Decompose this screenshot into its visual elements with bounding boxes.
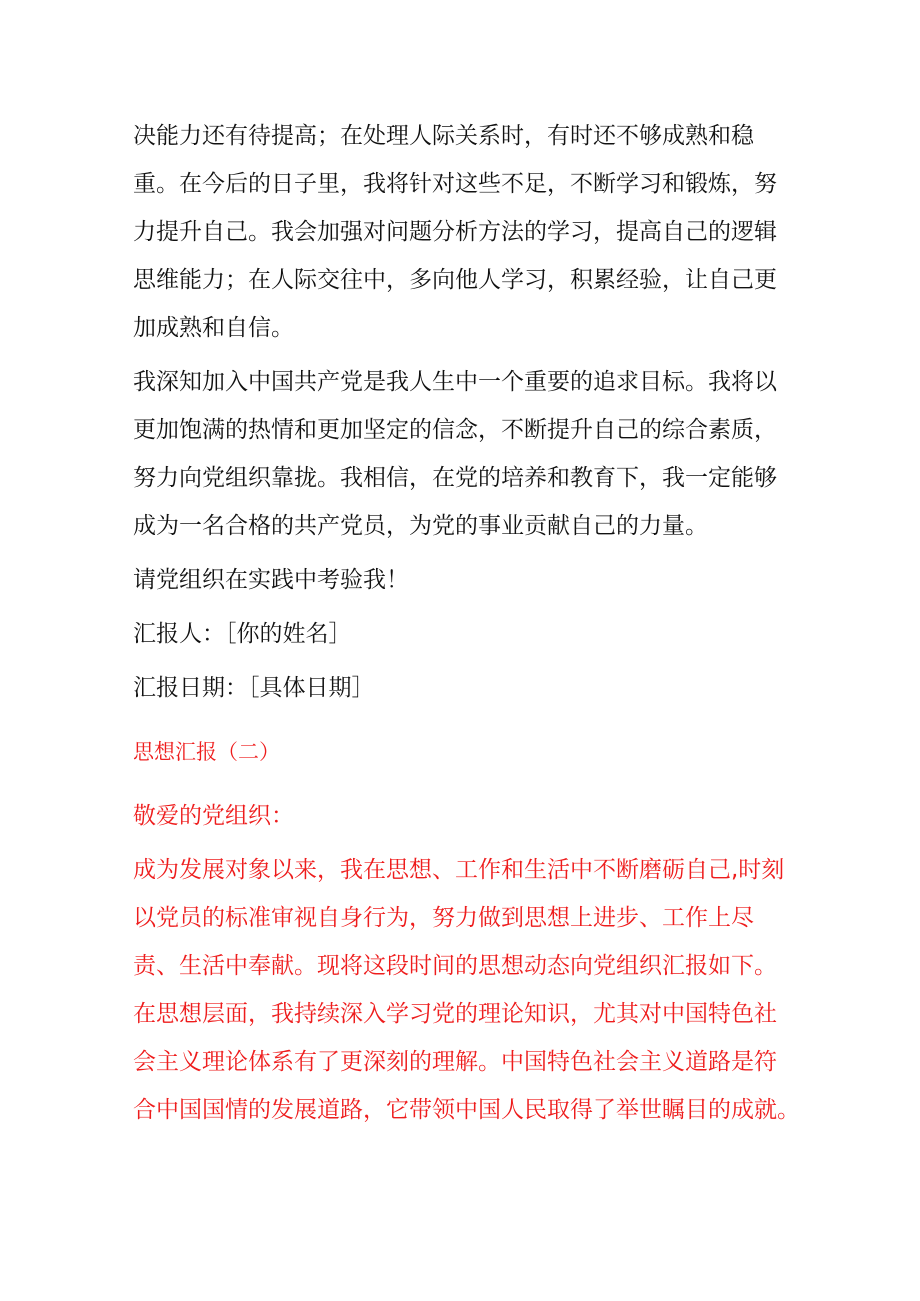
text-line: 合中国国情的发展道路，它带领中国人民取得了举世瞩目的成就。 bbox=[133, 1097, 800, 1123]
paragraph-red-report bbox=[133, 846, 803, 1134]
text-line: 力提升自己。我会加强对问题分析方法的学习，提高自己的逻辑 bbox=[133, 219, 777, 245]
text-line: 努力向党组织靠拢。我相信，在党的培养和教育下，我一定能够 bbox=[133, 465, 777, 491]
text-line: 责、生活中奉献。现将这段时间的思想动态向党组织汇报如下。 bbox=[133, 953, 777, 979]
text-line: 成为一名合格的共产党员，为党的事业贡献自己的力量。 bbox=[133, 513, 708, 539]
section-title: 思想汇报（二） bbox=[133, 740, 280, 764]
text-line: 会主义理论体系有了更深刻的理解。中国特色社会主义道路是符 bbox=[133, 1049, 777, 1075]
closing-line: 请党组织在实践中考验我！ bbox=[133, 567, 409, 593]
document-body bbox=[133, 112, 803, 1134]
reporter-line: 汇报人：［你的姓名］ bbox=[133, 621, 352, 647]
text-line: 我深知加入中国共产党是我人生中一个重要的追求目标。我将以 bbox=[133, 369, 777, 395]
text-line: 重。在今后的日子里，我将针对这些不足，不断学习和锻炼，努 bbox=[133, 171, 777, 197]
text-line: 决能力还有待提高；在处理人际关系时，有时还不够成熟和稳 bbox=[133, 123, 754, 149]
text-line: 以党员的标准审视自身行为，努力做到思想上进步、工作上尽 bbox=[133, 905, 754, 931]
text-line: 成为发展对象以来，我在思想、工作和生活中不断磨砺自己,时刻 bbox=[133, 857, 785, 883]
text-line: 思维能力；在人际交往中，多向他人学习，积累经验，让自己更 bbox=[133, 267, 777, 293]
report-date-line: 汇报日期：［具体日期］ bbox=[133, 675, 375, 701]
paragraph-party-goal bbox=[133, 358, 803, 550]
text-line: 在思想层面，我持续深入学习党的理论知识，尤其对中国特色社 bbox=[133, 1001, 777, 1027]
paragraph-self-improvement bbox=[133, 112, 803, 352]
text-line: 加成熟和自信。 bbox=[133, 315, 294, 341]
salutation: 敬爱的党组织： bbox=[133, 803, 294, 829]
text-line: 更加饱满的热情和更加坚定的信念，不断提升自己的综合素质， bbox=[133, 417, 777, 443]
